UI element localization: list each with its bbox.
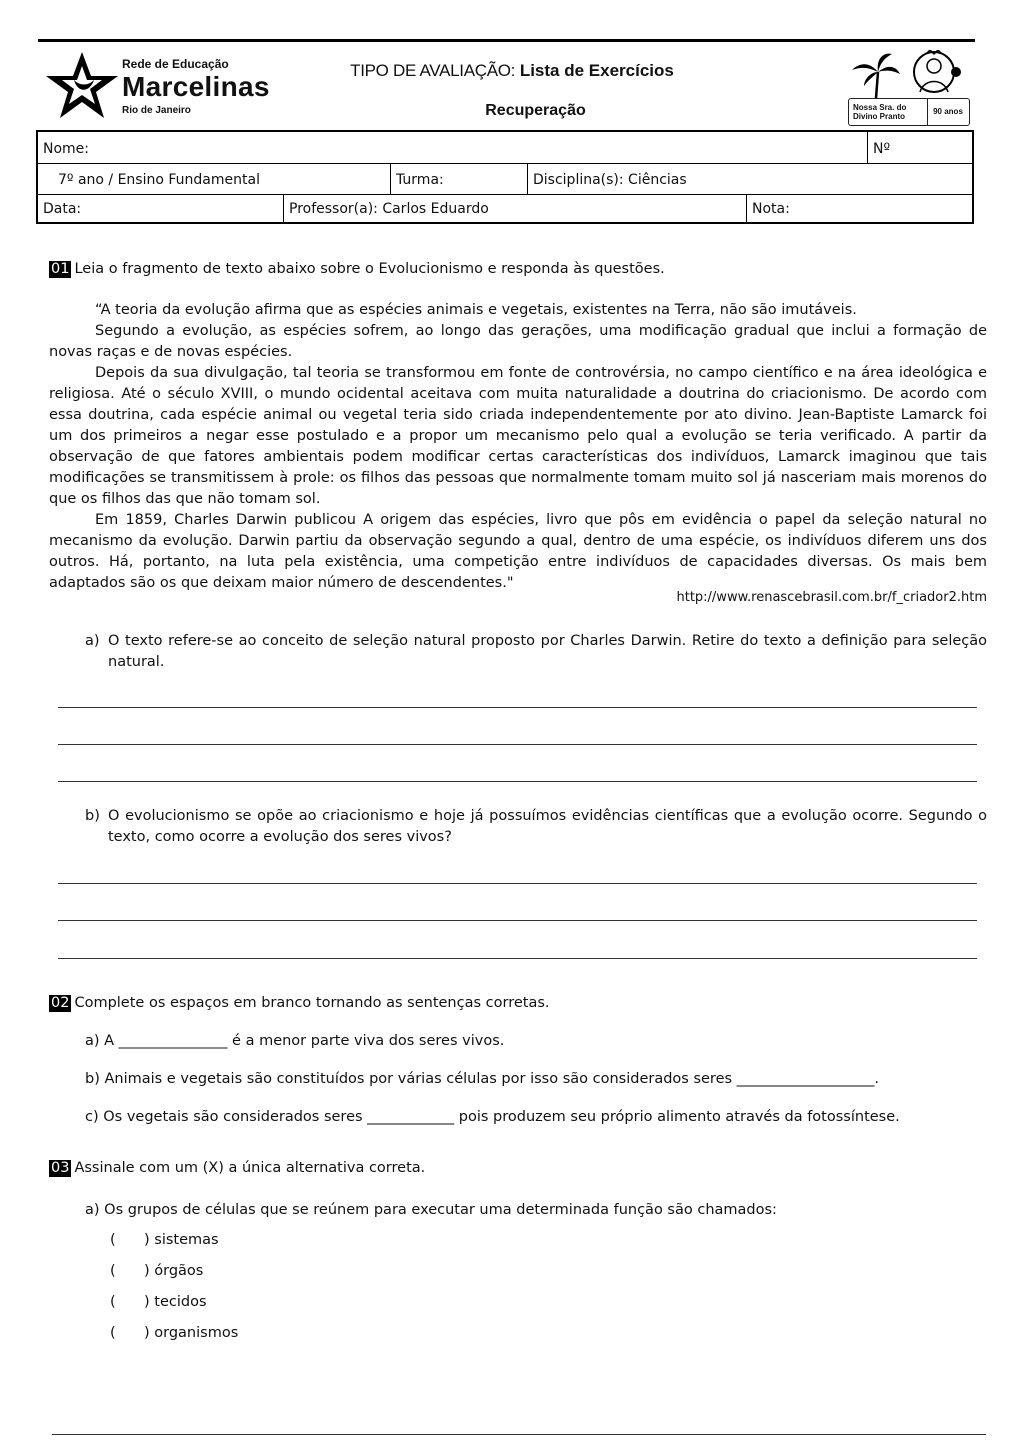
option-label: ) órgãos xyxy=(144,1263,204,1279)
q1-paragraph: Em 1859, Charles Darwin publicou A origem das espécies, livro que pôs em evidência o papel da seleção natural no mecanismo da evolução. Darwin partiu da observação segundo a qual, dentro de uma espécie, os indivíduos diferem uns dos outros. Há, portanto, na luta pela existência, uma competição entre indivíduos de capacidades diversas. Os mais bem adaptados são os que deixam maior número de descendentes." xyxy=(49,512,987,591)
question-1b-label: b) xyxy=(85,808,100,824)
date-field[interactable]: Data: xyxy=(43,201,82,217)
parish-badge xyxy=(848,98,970,126)
info-row-class xyxy=(38,163,972,195)
question-3-number: 03 xyxy=(51,1160,70,1176)
question-1-number: 01 xyxy=(51,261,70,277)
source-link: http://www.renascebrasil.com.br/f_criador2.htm xyxy=(676,590,987,605)
answer-line[interactable] xyxy=(58,883,977,884)
parish-years: 90 anos xyxy=(927,99,968,125)
subject-label: Disciplina(s): Ciências xyxy=(527,163,972,194)
header-top-rule xyxy=(38,39,975,42)
option-checkbox[interactable]: ( ) organismos xyxy=(110,1325,239,1341)
answer-line[interactable] xyxy=(58,920,977,921)
footer-rule xyxy=(52,1434,986,1435)
q1-paragraph: Segundo a evolução, as espécies sofrem, ao longo das gerações, uma modificação gradual que inclui a formação de novas raças e de novas espécies. xyxy=(49,323,987,360)
option-label: ) tecidos xyxy=(144,1294,207,1310)
question-2b[interactable]: b) Animais e vegetais são constituídos por várias células por isso são considerados seres ___________________. xyxy=(85,1071,880,1087)
number-field[interactable]: Nº xyxy=(867,132,972,163)
question-3-intro xyxy=(49,1158,989,1179)
option-label: ) organismos xyxy=(144,1325,239,1341)
page-subtitle: Recuperação xyxy=(485,102,586,119)
student-info-table xyxy=(36,130,974,224)
name-field[interactable]: Nome: xyxy=(43,141,90,157)
answer-line[interactable] xyxy=(58,781,977,782)
question-2-number: 02 xyxy=(51,995,70,1011)
question-1-intro xyxy=(49,259,989,280)
info-row-name xyxy=(38,132,972,164)
option-checkbox[interactable]: ( ) órgãos xyxy=(110,1263,204,1279)
question-2-intro xyxy=(49,993,989,1014)
question-1a-text: O texto refere-se ao conceito de seleção natural proposto por Charles Darwin. Retire do texto a definição para seleção natural. xyxy=(108,633,987,670)
grade-score-field[interactable]: Nota: xyxy=(746,194,972,222)
grade-label: 7º ano / Ensino Fundamental xyxy=(58,172,260,188)
q1-paragraph: Depois da sua divulgação, tal teoria se transformou em fonte de controvérsia, no campo científico e na área ideológica e religiosa. Até o século XVIII, o mundo ocidental aceitava com muita naturalidade a doutrina do criacionismo. De acordo com essa doutrina, cada espécie animal ou vegetal teria sido criada independentemente por ato divino. Jean-Baptiste Lamarck foi um dos primeiros a negar esse postulado e a propor um mecanismo pelo qual a evolução se teria verificado. A partir da observação de que fatores ambientais podem modificar certas características dos indivíduos, Lamarck imaginou que tais modificações se transmitissem à prole: os filhos das pessoas que normalmente tomam muito sol já nasceriam mais morenos do que os filhos das que não tomam sol. xyxy=(49,365,987,507)
question-2c[interactable]: c) Os vegetais são considerados seres ____________ pois produzem seu próprio alimento através da fotossíntese. xyxy=(85,1109,900,1125)
parish-logo xyxy=(846,50,970,128)
question-1a xyxy=(85,631,987,673)
question-1b xyxy=(85,806,987,848)
class-field[interactable]: Turma: xyxy=(390,163,527,194)
answer-line[interactable] xyxy=(58,958,977,959)
logo-city-text: Rio de Janeiro xyxy=(122,105,191,116)
question-2-text: Complete os espaços em branco tornando as sentenças corretas. xyxy=(74,995,550,1011)
q1-paragraph: “A teoria da evolução afirma que as espécies animais e vegetais, existentes na Terra, não são imutáveis. xyxy=(95,302,857,318)
question-3-text: Assinale com um (X) a única alternativa correta. xyxy=(74,1160,426,1176)
info-row-date xyxy=(38,194,972,222)
option-checkbox[interactable]: ( ) sistemas xyxy=(110,1232,219,1248)
palm-madonna-icon xyxy=(846,50,970,100)
answer-line[interactable] xyxy=(58,707,977,708)
logo-name-text: Marcelinas xyxy=(122,71,270,102)
question-1-text: Leia o fragmento de texto abaixo sobre o Evolucionismo e responda às questões. xyxy=(74,261,665,277)
evaluation-type-label: TIPO DE AVALIAÇÃO: xyxy=(350,61,516,80)
option-label: ) sistemas xyxy=(144,1232,219,1248)
question-2a[interactable]: a) A _______________ é a menor parte viva dos seres vivos. xyxy=(85,1033,505,1049)
option-checkbox[interactable]: ( ) tecidos xyxy=(110,1294,207,1310)
evaluation-type-value: Lista de Exercícios xyxy=(519,61,674,80)
parish-name: Nossa Sra. do Divino Pranto xyxy=(853,103,907,121)
teacher-label: Professor(a): Carlos Eduardo xyxy=(283,194,746,222)
q1-text-fragment xyxy=(49,300,987,594)
answer-line[interactable] xyxy=(58,744,977,745)
question-3a: a) Os grupos de células que se reúnem para executar uma determinada função são chamados: xyxy=(85,1202,777,1218)
question-1a-label: a) xyxy=(85,633,100,649)
logo-network-text: Rede de Educação xyxy=(122,57,229,71)
question-1b-text: O evolucionismo se opõe ao criacionismo e hoje já possuímos evidências científicas que a evolução ocorre. Segundo o texto, como ocorre a evolução dos seres vivos? xyxy=(108,808,987,845)
